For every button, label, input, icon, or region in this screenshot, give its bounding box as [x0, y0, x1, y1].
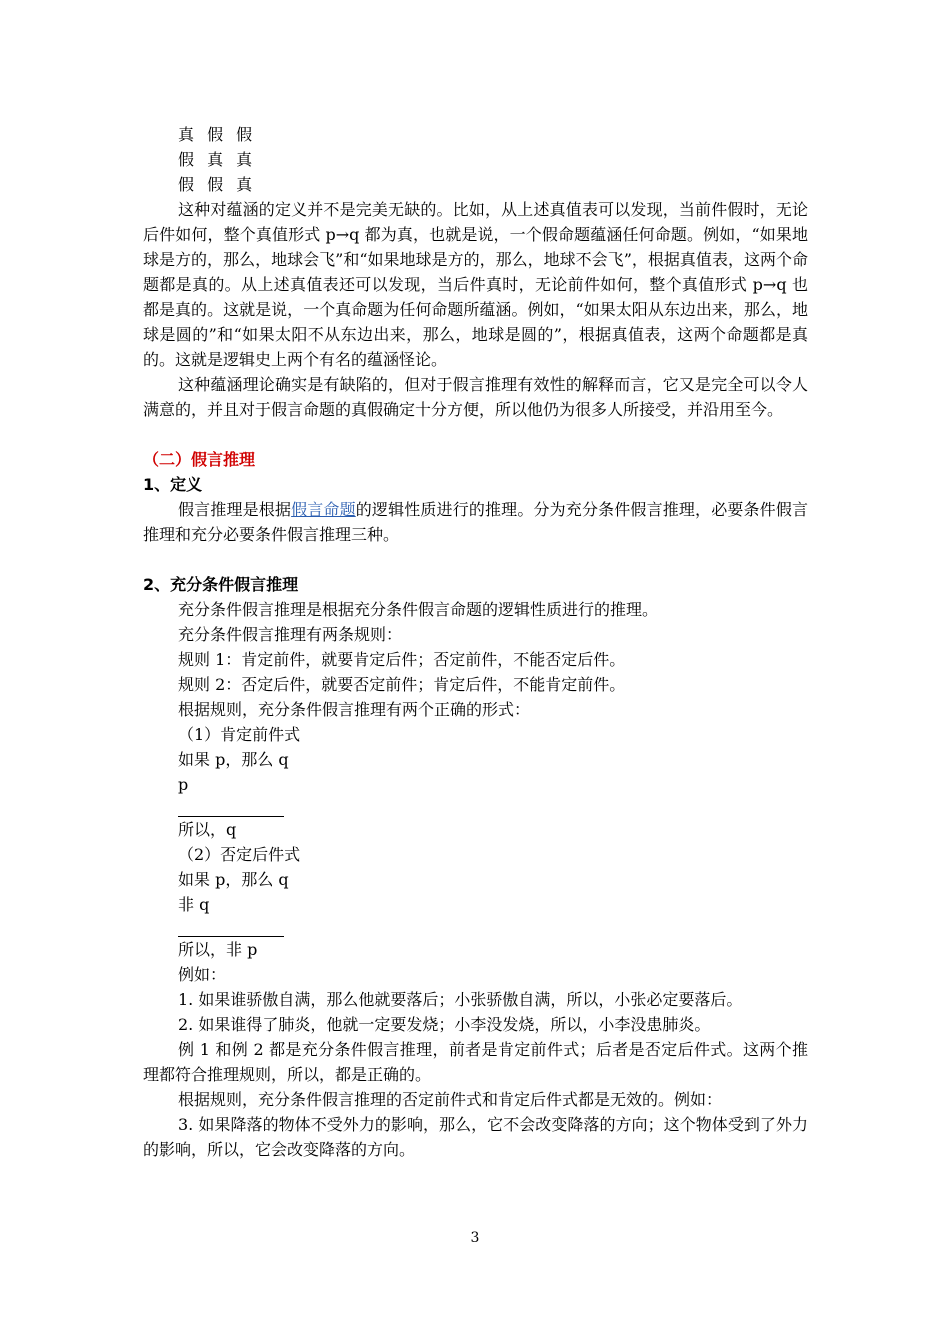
form-2-minor-premise: 非 q — [178, 895, 210, 914]
paragraph-definition — [143, 497, 808, 547]
example-1: 1. 如果谁骄傲自满，那么他就要落后；小张骄傲自满，所以，小张必定要落后。 — [178, 990, 743, 1009]
form-2-conclusion: 所以，非 p — [178, 940, 258, 959]
text-line: 充分条件假言推理是根据充分条件假言命题的逻辑性质进行的推理。 — [178, 600, 659, 619]
spacer — [143, 422, 808, 447]
paragraph-invalid-forms: 根据规则，充分条件假言推理的否定前件式和肯定后件式都是无效的。例如： — [178, 1090, 723, 1109]
page-number: 3 — [470, 1230, 480, 1246]
page-content — [143, 122, 808, 1162]
section-title: （二）假言推理 — [143, 450, 256, 469]
example-2: 2. 如果谁得了肺炎，他就一定要发烧；小李没发烧，所以，小李没患肺炎。 — [178, 1015, 711, 1034]
rule-1: 规则 1：肯定前件，就要肯定后件；否定前件，不能否定后件。 — [178, 650, 626, 669]
definition-text-before: 假言推理是根据 — [178, 500, 292, 519]
hypothetical-proposition-link[interactable]: 假言命题 — [291, 500, 356, 519]
form-2-major-premise: 如果 p，那么 q — [178, 870, 289, 889]
paragraph-examples-analysis: 例 1 和例 2 都是充分条件假言推理，前者是肯定前件式；后者是否定后件式。这两个推理都符合推理规则，所以，都是正确的。 — [143, 1040, 808, 1084]
subsection-heading-sufficient: 2、充分条件假言推理 — [143, 575, 299, 594]
spacer — [143, 547, 808, 572]
form-2-title: （2）否定后件式 — [178, 845, 301, 864]
paragraph-implication-theory: 这种蕴涵理论确实是有缺陷的，但对于假言推理有效性的解释而言，它又是完全可以令人满意的，并且对于假言命题的真假确定十分方便，所以他仍为很多人所接受，并沿用至今。 — [143, 375, 808, 419]
rule-2: 规则 2：否定后件，就要否定前件；肯定后件，不能肯定前件。 — [178, 675, 626, 694]
form-1-major-premise: 如果 p，那么 q — [178, 750, 289, 769]
definition-text-after: 的逻辑性质进行的推理。分为充分条件假言推理，必要条件假言推理和充分必要条件假言推理三种。 — [143, 500, 808, 544]
form-1-minor-premise: p — [178, 775, 189, 794]
inference-line — [178, 917, 284, 937]
form-1-title: （1）肯定前件式 — [178, 725, 301, 744]
text-line: 充分条件假言推理有两条规则： — [178, 625, 403, 644]
example-label: 例如： — [178, 965, 227, 984]
truth-table-row: 假 假 真 — [178, 175, 257, 194]
inference-line — [178, 797, 284, 817]
form-1-conclusion: 所以，q — [178, 820, 237, 839]
example-3: 3. 如果降落的物体不受外力的影响，那么，它不会改变降落的方向；这个物体受到了外力的影响，所以，它会改变降落的方向。 — [143, 1115, 808, 1159]
truth-table-row: 假 真 真 — [178, 150, 257, 169]
paragraph-implication-paradox: 这种对蕴涵的定义并不是完美无缺的。比如，从上述真值表可以发现，当前件假时，无论后件如何，整个真值形式 p→q 都为真，也就是说，一个假命题蕴涵任何命题。例如，“如果地球是方的，那么，地球会飞”和“如果地球是方的，那么，地球不会飞”，根据真值表，这两个命题都是真的。从上述真值表还可以发现，当后件真时，无论前件如何，整个真值形式 p→q 也都是真的。这就是说，一个真命题为任何命题所蕴涵。例如，“如果太阳从东边出来，那么，地球是圆的”和“如果太阳不从东边出来，那么，地球是圆的”，根据真值表，这两个命题都是真的。这就是逻辑史上两个有名的蕴涵怪论。 — [143, 200, 808, 369]
subsection-heading-definition: 1、定义 — [143, 475, 203, 494]
text-line: 根据规则，充分条件假言推理有两个正确的形式： — [178, 700, 531, 719]
truth-table-row: 真 假 假 — [178, 125, 257, 144]
